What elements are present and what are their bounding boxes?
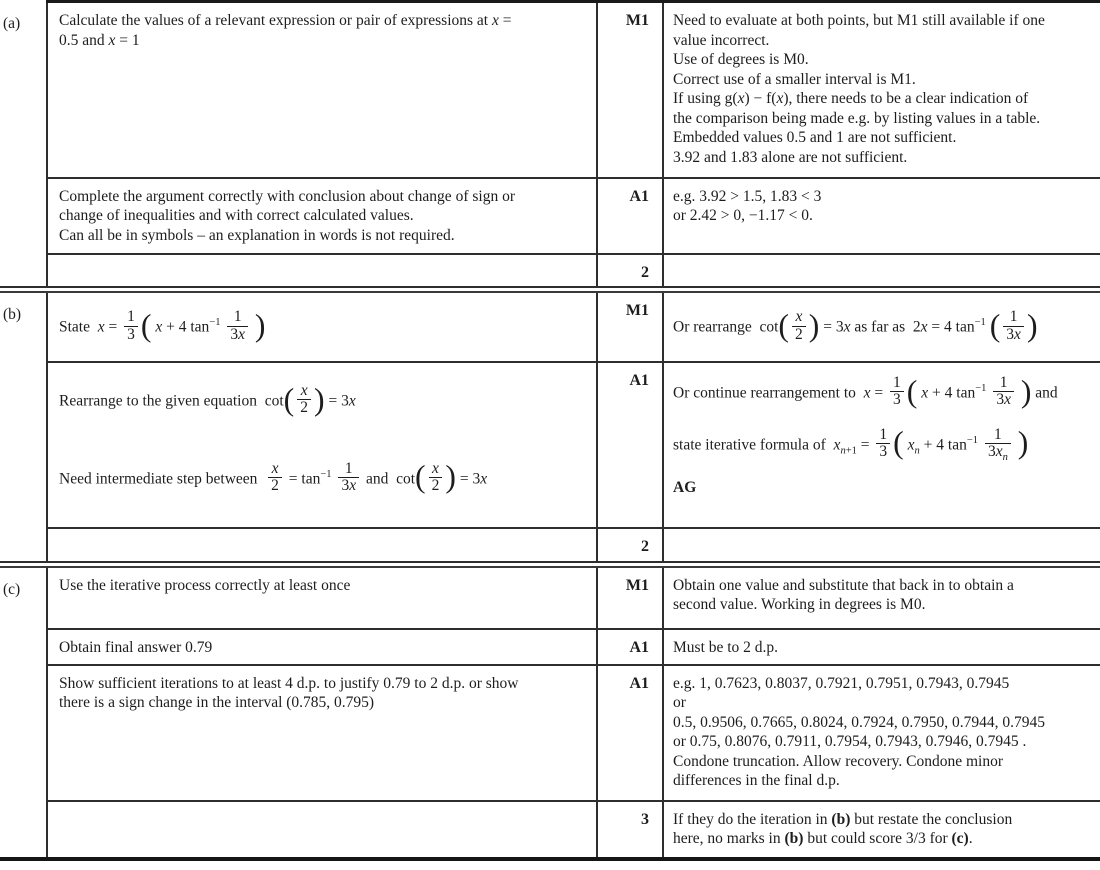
mark-code-a-a1: A1: [597, 178, 663, 254]
total-marks-b: 2: [597, 528, 663, 562]
empty-cell: [47, 254, 597, 288]
guidance-cell-c-a1: Must be to 2 d.p.: [663, 629, 1100, 665]
answer-cell-c-a1-2: Show sufficient iterations to at least 4 d.p. to justify 0.79 to 2 d.p. or show there is a sign change in the interval (0.785, 0.795): [47, 665, 597, 801]
guidance-cell-c-total: If they do the iteration in (b) but restate the conclusion here, no marks in (b) but could score 3/3 for (c).: [663, 801, 1100, 859]
empty-cell: [47, 801, 597, 859]
mark-code-c-a1-2: A1: [597, 665, 663, 801]
answer-cell-b-m1: State x = $\frac{1}{3}$ ( x + 4 $\tan^{-1}$ $\frac{1}{3x}$ ): [47, 292, 597, 362]
part-label-a: (a): [0, 2, 47, 288]
part-label-c: (c): [0, 567, 47, 859]
mark-code-c-m1: M1: [597, 567, 663, 629]
total-marks-a: 2: [597, 254, 663, 288]
guidance-cell-c-m1: Obtain one value and substitute that back in to obtain a second value. Working in degrees is M0.: [663, 567, 1100, 629]
mark-code-b-a1: A1: [597, 362, 663, 528]
guidance-cell-c-a1-2: e.g. 1, 0.7623, 0.8037, 0.7921, 0.7951, 0.7943, 0.7945 or 0.5, 0.9506, 0.7665, 0.8024, 0.7924, 0.7950, 0.7944, 0.7945 or 0.75, 0.8076, 0.7911, 0.7954, 0.7943, 0.7946, 0.7945 . Condone truncation. Allow recovery. Condone minor differences in the final d.p.: [663, 665, 1100, 801]
empty-cell: [47, 528, 597, 562]
empty-cell: [663, 254, 1100, 288]
answer-cell-a-m1: Calculate the values of a relevant expression or pair of expressions at x = 0.5 and x = 1: [47, 2, 597, 178]
answer-cell-a-a1: Complete the argument correctly with conclusion about change of sign or change of inequalities and with correct calculated values. Can all be in symbols – an explanation in words is not required.: [47, 178, 597, 254]
guidance-cell-b-a1: Or continue rearrangement to x = $\frac{1}{3}$ ( x + 4 $\tan^{-1}$ $\frac{1}{3x}$ ) and state iterative formula of $x_{n+1}$ = $\frac{1}{3}$ ( $x_n + 4$ $\tan^{-1}$ $\frac{1}{3x_n}$ ) AG: [663, 362, 1100, 528]
answer-cell-c-a1: Obtain final answer 0.79: [47, 629, 597, 665]
mark-code-a-m1: M1: [597, 2, 663, 178]
mark-code-b-m1: M1: [597, 292, 663, 362]
guidance-cell-a-a1: e.g. 3.92 > 1.5, 1.83 < 3 or 2.42 > 0, −1.17 < 0.: [663, 178, 1100, 254]
total-marks-c: 3: [597, 801, 663, 859]
guidance-cell-a-m1: Need to evaluate at both points, but M1 still available if one value incorrect. Use of degrees is M0. Correct use of a smaller interval is M1. If using g(x) − f(x), there needs to be a clear indication of the comparison being made e.g. by listing values in a table. Embedded values 0.5 and 1 are not sufficient. 3.92 and 1.83 alone are not sufficient.: [663, 2, 1100, 178]
part-label-b: (b): [0, 292, 47, 562]
guidance-cell-b-m1: Or rearrange cot( $\frac{x}{2}$ ) = 3x as far as 2x = 4 $\tan^{-1}$ ( $\frac{1}{3x}$ ): [663, 292, 1100, 362]
empty-cell: [663, 528, 1100, 562]
mark-code-c-a1: A1: [597, 629, 663, 665]
answer-cell-b-a1: Rearrange to the given equation cot( $\frac{x}{2}$ ) = 3x Need intermediate step between $\frac{x}{2}$ = $\tan^{-1}$ $\frac{1}{3x}$ and cot( $\frac{x}{2}$ ) = 3x: [47, 362, 597, 528]
answer-cell-c-m1: Use the iterative process correctly at least once: [47, 567, 597, 629]
